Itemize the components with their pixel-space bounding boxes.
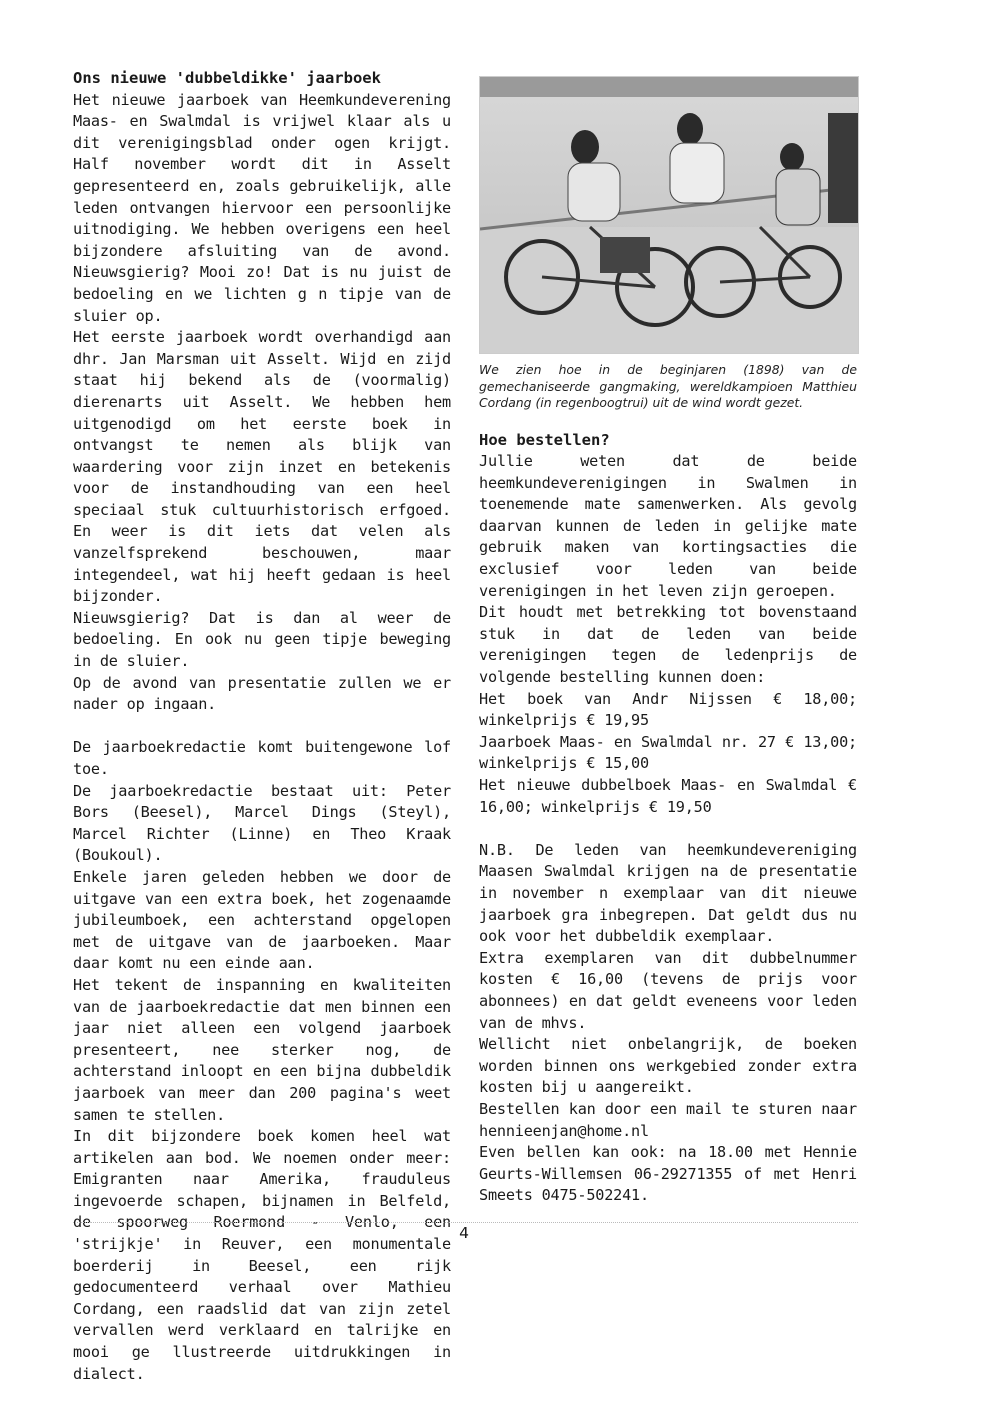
section-title: Hoe bestellen?	[479, 430, 610, 449]
right-column	[479, 76, 857, 1207]
cyclists-photo-illustration	[480, 77, 858, 353]
paragraph: Het eerste jaarboek wordt overhandigd aan dhr. Jan Marsman uit Asselt. Wijd en zijd staat hij bekend als de (voormalig) dierenarts uit Asselt. We hebben hem uitgenodigd om het eerste boek in ontvangst te nemen als blijk van waardering voor zijn inzet en betekenis voor de instandhouding van een heel speciaal stuk cultuurhistorisch erfgoed. En weer is dit iets dat velen als vanzelfsprekend beschouwen, maar integendeel, wat hij heeft gedaan is heel bijzonder.	[73, 328, 451, 606]
paragraph: Enkele jaren geleden hebben we door de uitgave van een extra boek, het zogenaamde jubileumboek, een achterstand opgelopen met de uitgave van de jaarboeken. Maar daar komt nu een einde aan.	[73, 867, 451, 973]
paragraph: De jaarboekredactie bestaat uit: Peter Bors (Beesel), Marcel Dings (Steyl), Marcel Richter (Linne) en Theo Kraak (Boukoul).	[73, 781, 451, 865]
price-line: Jaarboek Maas- en Swalmdal nr. 27 € 13,00; winkelprijs € 15,00	[479, 732, 857, 773]
footer-divider	[73, 1222, 858, 1223]
paragraph: Het nieuwe jaarboek van Heemkundeverening Maas- en Swalmdal is vrijwel klaar als u dit verenigingsblad onder ogen krijgt. Half november wordt dit in Asselt gepresenteerd en, zoals gebruikelijk, alle leden ontvangen hiervoor een persoonlijke uitnodiging. We hebben overigens een heel bijzondere afsluiting van de avond. Nieuwsgierig? Mooi zo! Dat is nu juist de bedoeling en we lichten g n tipje van de sluier op.	[73, 90, 451, 325]
spacer	[73, 716, 451, 738]
price-line: Het nieuwe dubbelboek Maas- en Swalmdal € 16,00; winkelprijs € 19,50	[479, 776, 857, 816]
spacer	[479, 818, 857, 840]
page-number: 4	[459, 1224, 469, 1242]
paragraph: Bestellen kan door een mail te sturen naar hennieenjan@home.nl	[479, 1099, 857, 1140]
paragraph: Het tekent de inspanning en kwaliteiten van de jaarboekredactie dat men binnen een jaar niet alleen een volgend jaarboek presenteert, nee sterker nog, de achterstand inloopt en een bijna dubbeldik jaarboek van meer dan 200 pagina's weet samen te stellen.	[73, 975, 451, 1124]
paragraph: N.B. De leden van heemkundevereniging Maasen Swalmdal krijgen na de presentatie in november n exemplaar van dit nieuwe jaarboek gra inbegrepen. Dat geldt dus nu ook voor het dubbeldik exemplaar.	[479, 840, 857, 946]
paragraph: Op de avond van presentatie zullen we er nader op ingaan.	[73, 673, 451, 714]
left-column	[73, 68, 451, 1385]
paragraph: Dit houdt met betrekking tot bovenstaand stuk in dat de leden van beide verenigingen tegen de ledenprijs de volgende bestelling kunnen doen:	[479, 603, 857, 687]
price-line: Het boek van Andr Nijssen € 18,00; winkelprijs € 19,95	[479, 689, 857, 730]
photo-caption: We zien hoe in de beginjaren (1898) van de gemechaniseerde gangmaking, wereldkampioen Matthieu Cordang (in regenboogtrui) uit de wind wordt gezet.	[479, 362, 857, 410]
cyclists-photo	[479, 76, 859, 354]
paragraph: Even bellen kan ook: na 18.00 met Hennie Geurts-Willemsen 06-29271355 of met Henri Smeets 0475-502241.	[479, 1143, 857, 1205]
paragraph: De jaarboekredactie komt buitengewone lof toe.	[73, 738, 451, 778]
paragraph: In dit bijzondere boek komen heel wat artikelen aan bod. We noemen onder meer: Emigranten naar Amerika, frauduleus ingevoerde schapen, bijnamen in Belfeld, de spoorweg Roermond - Venlo, een 'strijkje' in Reuver, een monumentale boerderij in Beesel, een rijk gedocumenteerd verhaal over Mathieu Cordang, een raadslid dat van zijn zetel vervallen werd verklaard en talrijke en mooi ge llustreerde uitdrukkingen in dialect.	[73, 1127, 451, 1383]
article-title: Ons nieuwe 'dubbeldikke' jaarboek	[73, 69, 381, 87]
paragraph: Nieuwsgierig? Dat is dan al weer de bedoeling. En ook nu geen tipje beweging in de sluier.	[73, 608, 451, 671]
paragraph: Extra exemplaren van dit dubbelnummer kosten € 16,00 (tevens de prijs voor abonnees) en dat geldt eveneens voor leden van de mhvs.	[479, 948, 857, 1032]
paragraph: Wellicht niet onbelangrijk, de boeken worden binnen ons werkgebied zonder extra kosten bij u aangereikt.	[479, 1035, 857, 1097]
paragraph: Jullie weten dat de beide heemkundeverenigingen in Swalmen in toenemende mate samenwerken. Als gevolg daarvan kunnen de leden in gelijke mate gebruik maken van kortingsacties die exclusief voor leden van beide verenigingen in het leven zijn geroepen.	[479, 452, 857, 600]
